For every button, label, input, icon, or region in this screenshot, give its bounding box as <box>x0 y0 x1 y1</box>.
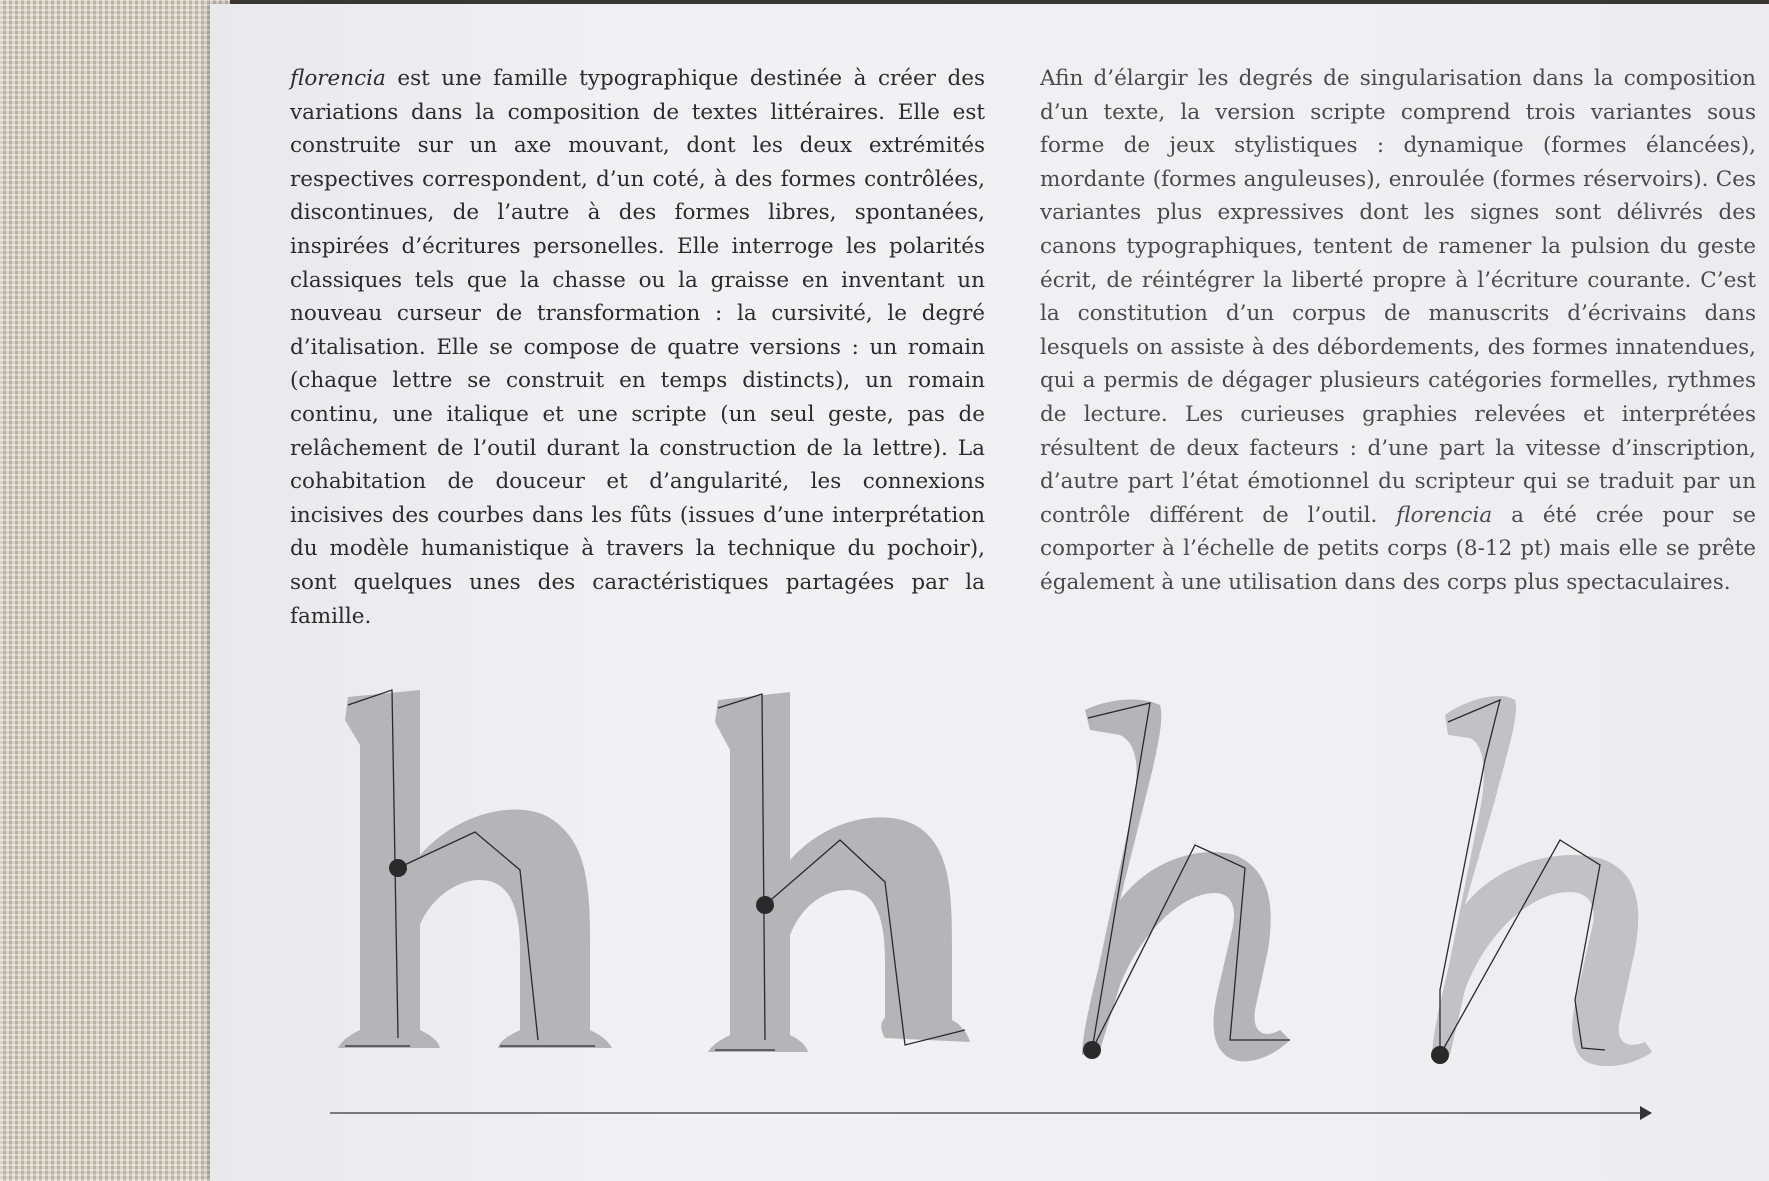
left-column-text: est une famille typographique destinée à créer des variations dans la composition de textes littéraires. Elle est construite sur un axe mouvant, dont les deux extrémités respectives correspondent, d’un coté, à des formes contrôlées, discontinues, de l’autre à des formes libres, spontanées, inspirées d’écritures personelles. Elle interroge les polarités classiques tels que la chasse ou la graisse en inventant un nouveau curseur de transformation : la cursivité, le degré d’italisation. Elle se compose de quatre versions : un romain (chaque lettre se construit en temps distincts), un romain continu, une italique et une scripte (un seul geste, pas de relâchement de l’outil durant la construction de la lettre). La cohabitation de douceur et d’angularité, les connexions incisives des courbes dans les fûts (issues d’une interprétation du modèle humanistique à travers la technique du pochoir), sont quelques unes des caractéristiques partagées par la famille. <box>290 66 985 629</box>
glyph-h-roman-continuous <box>708 692 970 1052</box>
glyph-h-roman <box>338 690 612 1048</box>
right-column-text-after: a été crée pour se comporter à l’échelle de petits corps (8-12 pt) mais elle se prête également à une utilisation dans des corps plus spectaculaires. <box>1040 502 1756 595</box>
glyph-h-italic <box>1082 700 1290 1062</box>
brand-word: florencia <box>290 66 386 91</box>
right-column-text-before: Afin d’élargir les degrés de singularisation dans la composition d’un texte, la version scripte comprend trois variantes sous forme de jeux stylistiques : dynamique (formes élancées), mordante (formes anguleuses), enroulée (formes réservoirs). Ces variantes plus expressives dont les signes sont délivrés des canons typographiques, tentent de ramener la pulsion du geste écrit, de réintégrer la liberté propre à l’écriture courante. C’est la constitution d’un corpus de manuscrits d’écrivains dans lesquels on assiste à des débordements, des formes innatendues, qui a permis de dégager plusieurs catégories formelles, rythmes de lecture. Les curieuses graphies relevées et interprétées résultent de deux facteurs : d’une part la vitesse d’inscription, d’autre part l’état émotionnel du scripteur qui se traduit par un contrôle différent de l’outil. <box>1040 66 1756 528</box>
glyph-h-script <box>1431 696 1652 1066</box>
cursivity-axis-arrow <box>330 1106 1652 1120</box>
brand-word-inline: florencia <box>1396 502 1493 528</box>
